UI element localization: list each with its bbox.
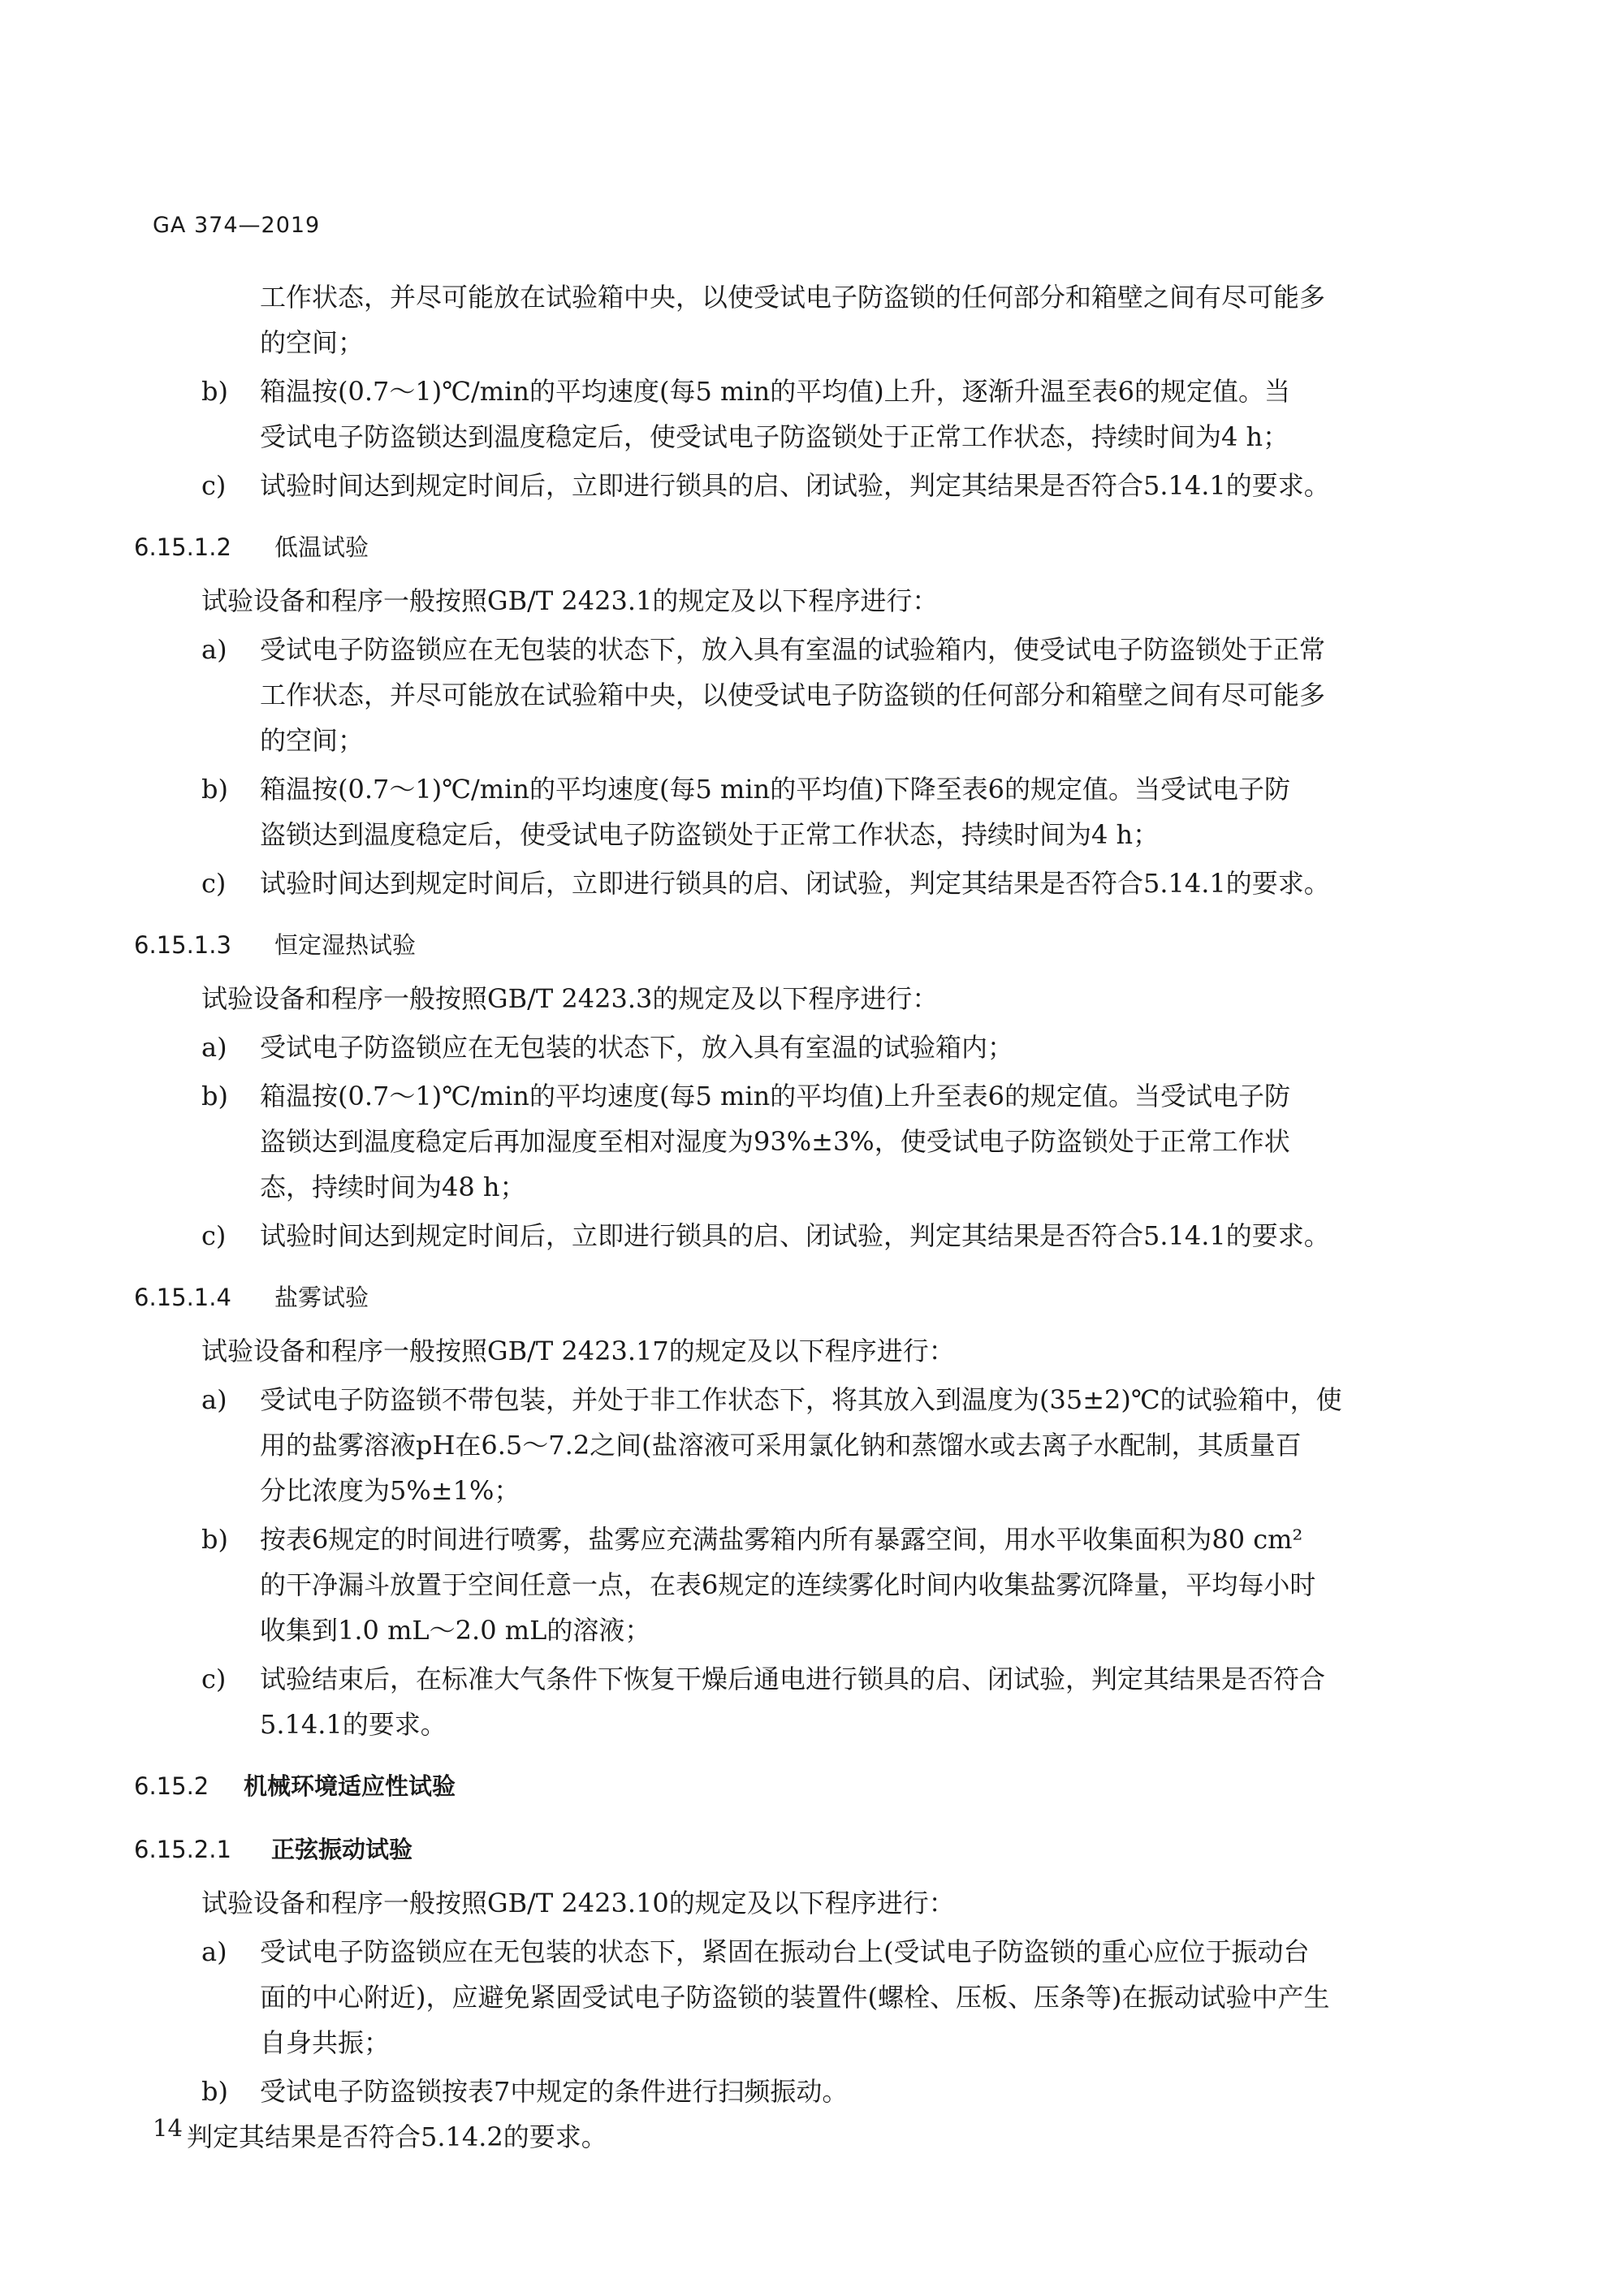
list-item-a [0, 1025, 1624, 1070]
page-content [0, 274, 1624, 2160]
standard-header: GA 374—2019 [153, 213, 321, 238]
text-line: 工作状态，并尽可能放在试验箱中央，以使受试电子防盗锁的任何部分和箱壁之间有尽可能多 [260, 680, 1326, 710]
list-item-text: 试验时间达到规定时间后，立即进行锁具的启、闭试验，判定其结果是否符合5.14.1的要求。 [260, 1220, 1330, 1251]
list-item-c [0, 1656, 1624, 1702]
text-line: 盗锁达到温度稳定后，使受试电子防盗锁处于正常工作状态，持续时间为4 h； [260, 819, 1160, 850]
section-heading [0, 1273, 1624, 1322]
list-item-text: 试验结束后，在标准大气条件下恢复干燥后通电进行锁具的启、闭试验，判定其结果是否符合 [260, 1664, 1326, 1694]
list-marker: a) [201, 1936, 227, 1967]
paragraph: 试验设备和程序一般按照GB/T 2423.10的规定及以下程序进行： [201, 1888, 955, 1918]
list-item-b [0, 369, 1624, 414]
section-title: 盐雾试验 [274, 1284, 369, 1311]
list-item-c [0, 463, 1624, 508]
list-marker: c) [201, 868, 227, 899]
page-number: 14 [153, 2114, 183, 2142]
section-heading [0, 1825, 1624, 1874]
section-heading [0, 523, 1624, 572]
list-marker: b) [201, 774, 228, 805]
text-line: 的空间； [260, 725, 365, 756]
list-item-text: 受试电子防盗锁不带包装，并处于非工作状态下，将其放入到温度为(35±2)℃的试验箱中，使 [260, 1384, 1342, 1415]
text-line: 面的中心附近)，应避免紧固受试电子防盗锁的装置件(螺栓、压板、压条等)在振动试验中产生 [260, 1982, 1330, 2013]
list-item-text: 试验时间达到规定时间后，立即进行锁具的启、闭试验，判定其结果是否符合5.14.1的要求。 [260, 470, 1330, 501]
section-heading [0, 921, 1624, 969]
list-item-b [0, 2069, 1624, 2114]
list-item-text: 箱温按(0.7～1)℃/min的平均速度(每5 min的平均值)下降至表6的规定值。当受试电子防 [260, 774, 1291, 805]
list-item-a [0, 1929, 1624, 1974]
list-item-a [0, 1377, 1624, 1422]
list-marker: a) [201, 1384, 227, 1415]
list-item-text: 受试电子防盗锁应在无包装的状态下，紧固在振动台上(受试电子防盗锁的重心应位于振动台 [260, 1936, 1310, 1967]
text-line: 盗锁达到温度稳定后再加湿度至相对湿度为93%±3%，使受试电子防盗锁处于正常工作状 [260, 1126, 1290, 1157]
section-number: 6.15.1.2 [134, 533, 231, 561]
text-line: 受试电子防盗锁达到温度稳定后，使受试电子防盗锁处于正常工作状态，持续时间为4 h； [260, 421, 1289, 452]
list-marker: c) [201, 470, 227, 501]
list-item-c [0, 1213, 1624, 1258]
list-item-b [0, 1073, 1624, 1119]
text-line: 自身共振； [260, 2027, 391, 2058]
conclusion-line: 判定其结果是否符合5.14.2的要求。 [187, 2121, 607, 2152]
section-title: 正弦振动试验 [271, 1836, 413, 1863]
paragraph: 试验设备和程序一般按照GB/T 2423.3的规定及以下程序进行： [201, 983, 939, 1014]
text-line: 5.14.1的要求。 [260, 1709, 447, 1740]
text-line: 的干净漏斗放置于空间任意一点，在表6规定的连续雾化时间内收集盐雾沉降量，平均每小时 [260, 1569, 1316, 1600]
section-title: 机械环境适应性试验 [244, 1772, 456, 1800]
list-marker: b) [201, 376, 228, 407]
list-marker: a) [201, 634, 227, 665]
list-item-text: 箱温按(0.7～1)℃/min的平均速度(每5 min的平均值)上升，逐渐升温至表6的规定值。当 [260, 376, 1291, 407]
list-item-c [0, 861, 1624, 906]
list-marker: a) [201, 1032, 227, 1063]
section-number: 6.15.1.4 [134, 1284, 231, 1311]
section-number: 6.15.1.3 [134, 931, 231, 959]
text-line: 态，持续时间为48 h； [260, 1172, 526, 1202]
section-number: 6.15.2 [134, 1772, 209, 1800]
text-line: 用的盐雾溶液pH在6.5～7.2之间(盐溶液可采用氯化钠和蒸馏水或去离子水配制，其质量百 [260, 1430, 1302, 1461]
list-item-text: 受试电子防盗锁应在无包装的状态下，放入具有室温的试验箱内，使受试电子防盗锁处于正常 [260, 634, 1326, 665]
text-line: 工作状态，并尽可能放在试验箱中央，以使受试电子防盗锁的任何部分和箱壁之间有尽可能多 [260, 282, 1326, 313]
section-title: 恒定湿热试验 [274, 931, 417, 959]
list-marker: b) [201, 1081, 228, 1111]
paragraph: 试验设备和程序一般按照GB/T 2423.1的规定及以下程序进行： [201, 585, 939, 616]
text-line: 分比浓度为5%±1%； [260, 1475, 520, 1506]
list-item-b [0, 1517, 1624, 1562]
list-marker: b) [201, 2076, 228, 2107]
section-heading [0, 1762, 1624, 1810]
list-item-text: 箱温按(0.7～1)℃/min的平均速度(每5 min的平均值)上升至表6的规定值。当受试电子防 [260, 1081, 1291, 1111]
list-marker: b) [201, 1524, 228, 1555]
list-marker: c) [201, 1220, 227, 1251]
list-item-b [0, 766, 1624, 812]
list-item-text: 试验时间达到规定时间后，立即进行锁具的启、闭试验，判定其结果是否符合5.14.1的要求。 [260, 868, 1330, 899]
text-line: 的空间； [260, 327, 365, 358]
text-line: 收集到1.0 mL～2.0 mL的溶液； [260, 1615, 651, 1646]
list-item-text: 受试电子防盗锁应在无包装的状态下，放入具有室温的试验箱内； [260, 1032, 1014, 1063]
list-marker: c) [201, 1664, 227, 1694]
section-number: 6.15.2.1 [134, 1836, 231, 1863]
list-item-a [0, 627, 1624, 672]
section-title: 低温试验 [274, 533, 369, 561]
paragraph: 试验设备和程序一般按照GB/T 2423.17的规定及以下程序进行： [201, 1336, 955, 1366]
list-item-text: 受试电子防盗锁按表7中规定的条件进行扫频振动。 [260, 2076, 849, 2107]
list-item-text: 按表6规定的时间进行喷雾，盐雾应充满盐雾箱内所有暴露空间，用水平收集面积为80 cm² [260, 1524, 1303, 1555]
